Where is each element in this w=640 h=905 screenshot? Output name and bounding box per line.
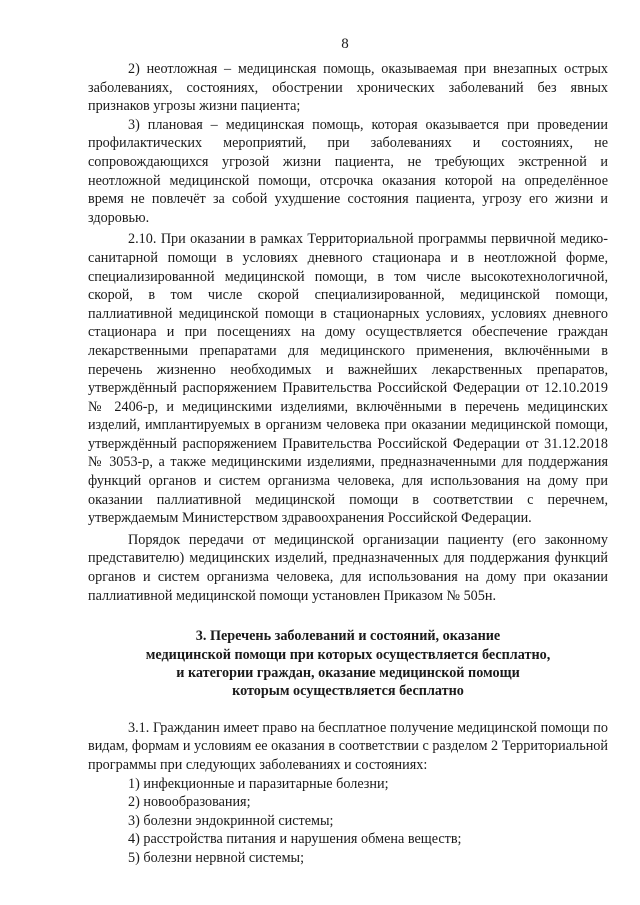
list-item: 5) болезни нервной системы; <box>128 850 305 866</box>
paragraph-planned-care: 3) плановая – медицинская помощь, которая оказывается при проведении профилактических мероприятий, при заболеваниях и состояниях, не сопровождающихся угрозой жизни пациента, не требующих экстренной и неотложной медицинской помощи, отсрочка оказания которой на определённое время не повлечёт за собой ухудшение состояния пациента, угрозу его жизни и здоровью. <box>88 116 608 226</box>
section-3-heading-line-2: медицинской помощи при которых осуществляется бесплатно, <box>145 646 551 663</box>
list-item: 3) болезни эндокринной системы; <box>128 812 334 829</box>
list-item: 1) инфекционные и паразитарные болезни; <box>128 775 389 792</box>
list-item: 4) расстройства питания и нарушения обмена веществ; <box>128 831 462 848</box>
paragraph-transfer-procedure: Порядок передачи от медицинской организации пациенту (его законному представителю) медицинских изделий, предназначенных для поддержания функций органов и систем организма человека, для использования на дому при оказании паллиативной медицинской помощи установлен Приказом № 505н. <box>88 531 608 604</box>
paragraph-3-1: 3.1. Гражданин имеет право на бесплатное получение медицинской помощи по видам, формам и условиям ее оказания в соответствии с разделом 2 Территориальной программы при следующих заболеваниях и состояниях: <box>88 719 608 774</box>
section-3-heading-line-3: и категории граждан, оказание медицинской помощи <box>176 665 520 682</box>
paragraph-2-10: 2.10. При оказании в рамках Территориальной программы первичной медико-санитарной помощи в условиях дневного стационара и в неотложной форме, специализированной медицинской помощи, в том числе высокотехнологичной, скорой, в том числе скорой специализированной, медицинской помощи, паллиативной медицинской помощи в стационарных условиях, условиях дневного стационара и при посещениях на дому осуществляется обеспечение граждан лекарственными препаратами для медицинского применения, включёнными в перечень жизненно необходимых и важнейших лекарственных препаратов, утверждённый распоряжением Правительства Российской Федерации от 12.10.2019 № 2406-р, и медицинскими изделиями, включёнными в перечень медицинских изделий, имплантируемых в организм человека при оказании медицинской помощи, утверждённый распоряжением Правительства Российской Федерации от 31.12.2018 № 3053-р, а также медицинскими изделиями, предназначенными для поддержания функций органов и систем организма человека, для использования на дому при оказании паллиативной медицинской помощи в соответствии с перечнем, утверждаемым Министерством здравоохранения Российской Федерации. <box>88 231 608 527</box>
disease-list <box>88 775 608 868</box>
page-number: 8 <box>341 36 349 52</box>
section-3-heading-line-1: 3. Перечень заболеваний и состояний, оказание <box>195 628 501 645</box>
section-3-heading <box>88 627 608 701</box>
section-3-heading-line-4: которым осуществляется бесплатно <box>232 683 464 700</box>
document-body <box>88 60 608 868</box>
paragraph-urgent-care: 2) неотложная – медицинская помощь, оказываемая при внезапных острых заболеваниях, состояниях, обострении хронических заболеваний без явных признаков угрозы жизни пациента; <box>88 61 608 115</box>
list-item: 2) новообразования; <box>128 794 251 811</box>
